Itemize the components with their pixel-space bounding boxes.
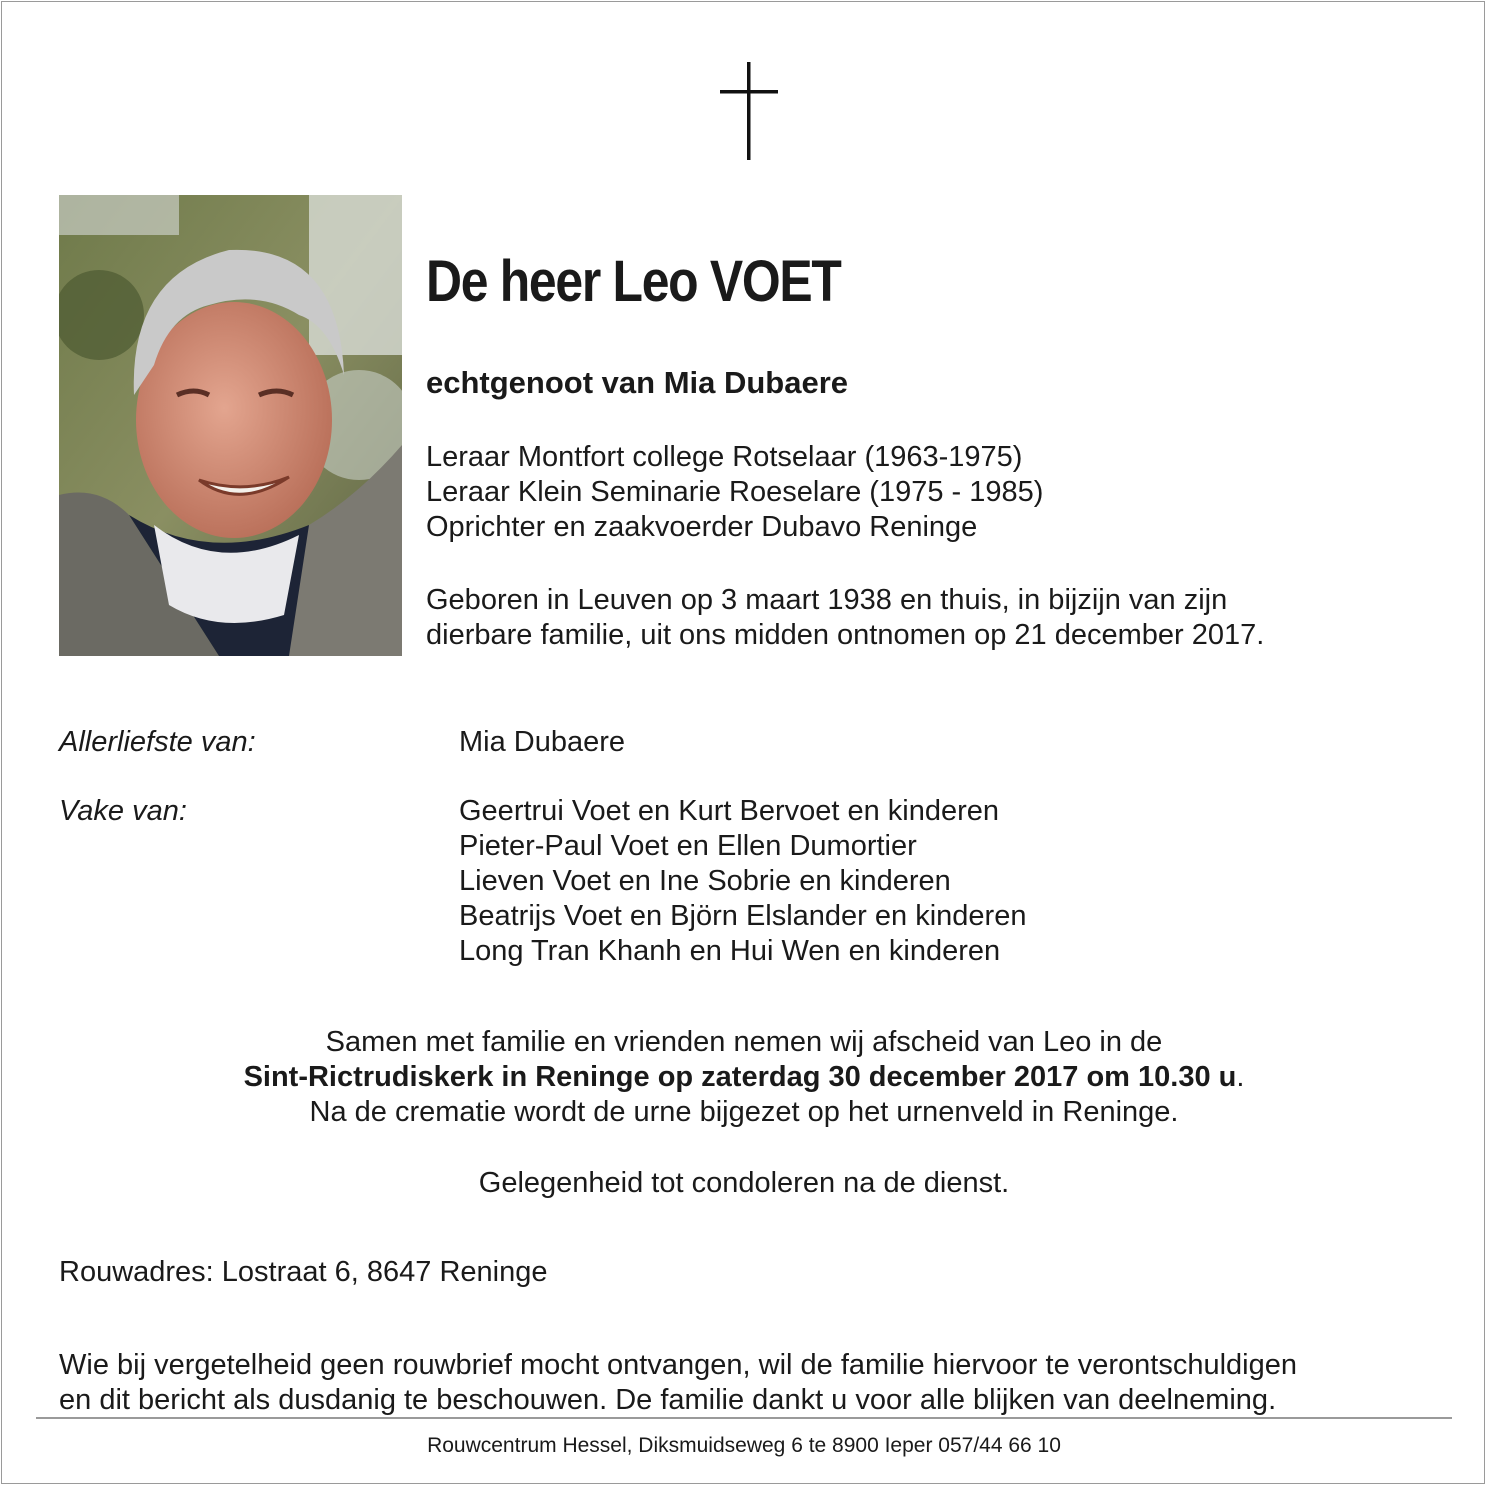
funeral-home-footer: Rouwcentrum Hessel, Diksmuidseweg 6 te 8900 Ieper 057/44 66 10	[427, 1434, 1061, 1457]
career-list	[426, 440, 1043, 545]
family-member: Lieven Voet en Ine Sobrie en kinderen	[459, 865, 951, 897]
family-member: Beatrijs Voet en Björn Elslander en kinderen	[459, 900, 1027, 932]
notice-line: Wie bij vergetelheid geen rouwbrief mocht ontvangen, wil de familie hiervoor te verontschuldigen	[59, 1349, 1298, 1381]
birth-death-line: Geboren in Leuven op 3 maart 1938 en thuis, in bijzijn van zijn	[426, 584, 1228, 616]
notice-text	[59, 1348, 1297, 1418]
family-member: Pieter-Paul Voet en Ellen Dumortier	[459, 830, 917, 862]
grandfather-label: Vake van:	[59, 795, 187, 827]
grandchildren-list	[459, 794, 1026, 969]
ceremony-line: Na de crematie wordt de urne bijgezet op het urnenveld in Reninge.	[309, 1096, 1179, 1128]
spouse-relation: echtgenoot van Mia Dubaere	[426, 365, 849, 400]
portrait-photo	[59, 195, 402, 656]
family-member: Long Tran Khanh en Hui Wen en kinderen	[459, 935, 1001, 967]
beloved-label: Allerliefste van:	[59, 726, 256, 758]
ceremony-details	[0, 1025, 1488, 1130]
cross-icon	[718, 62, 780, 160]
ceremony-location-end: .	[1236, 1061, 1245, 1093]
family-member: Geertrui Voet en Kurt Bervoet en kinderen	[459, 795, 1000, 827]
mourning-address: Rouwadres: Lostraat 6, 8647 Reninge	[59, 1256, 548, 1288]
career-item: Leraar Montfort college Rotselaar (1963-1975)	[426, 441, 1023, 473]
condolences-text: Gelegenheid tot condoleren na de dienst.	[478, 1167, 1010, 1199]
birth-death-text	[426, 583, 1264, 653]
deceased-name: De heer Leo VOET	[426, 249, 841, 314]
career-item: Oprichter en zaakvoerder Dubavo Reninge	[426, 511, 978, 543]
beloved-name: Mia Dubaere	[459, 726, 626, 758]
notice-line: en dit bericht als dusdanig te beschouwen. De familie dankt u voor alle blijken van deelneming.	[59, 1384, 1277, 1416]
ceremony-location	[0, 1060, 1488, 1095]
footer-divider	[36, 1417, 1452, 1419]
ceremony-line: Samen met familie en vrienden nemen wij afscheid van Leo in de	[325, 1026, 1163, 1058]
birth-death-line: dierbare familie, uit ons midden ontnomen op 21 december 2017.	[426, 619, 1265, 651]
ceremony-location-bold: Sint-Rictrudiskerk in Reninge op zaterdag 30 december 2017 om 10.30 u	[243, 1061, 1237, 1093]
career-item: Leraar Klein Seminarie Roeselare (1975 - 1985)	[426, 476, 1044, 508]
